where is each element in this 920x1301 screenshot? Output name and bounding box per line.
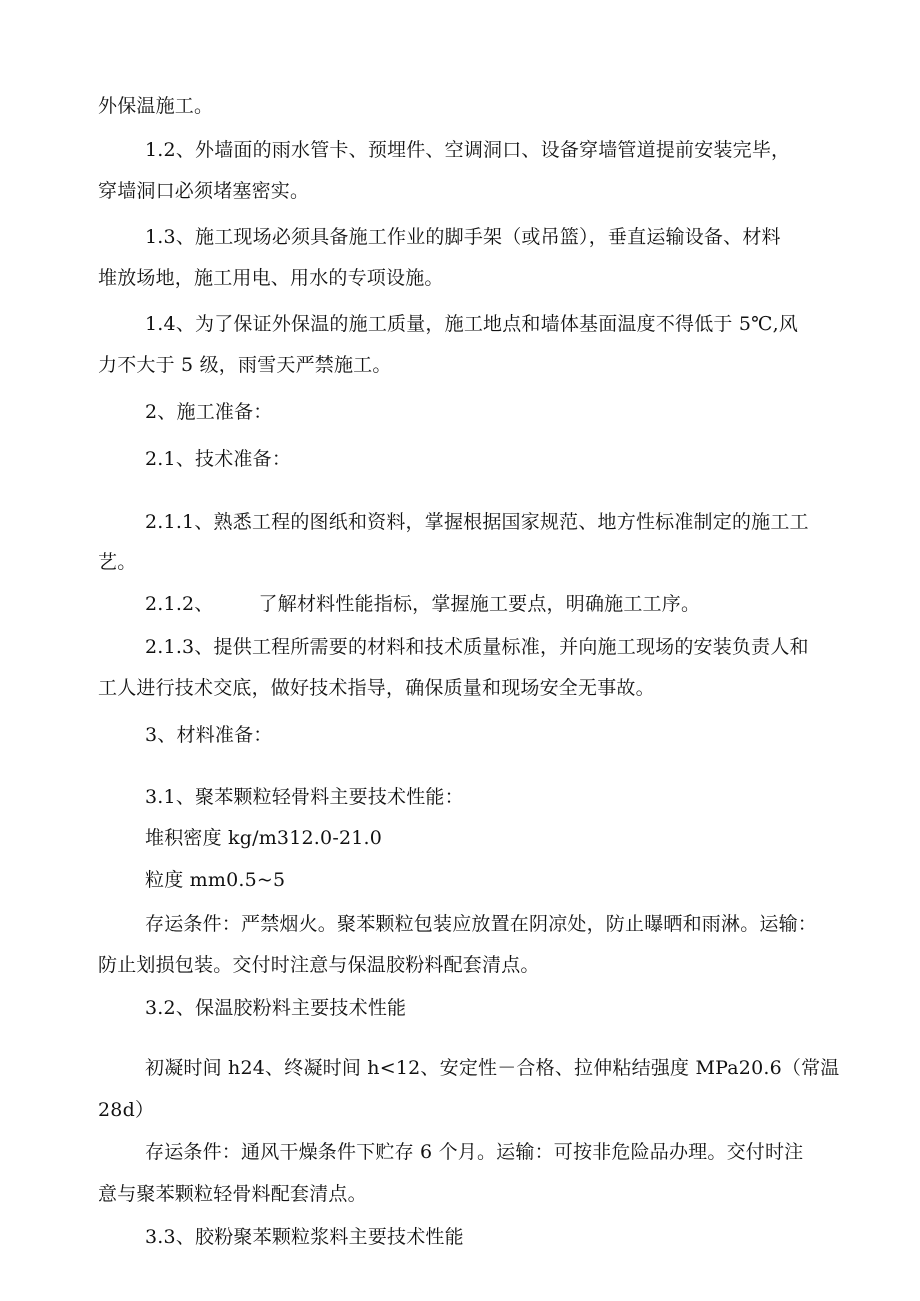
text-line: 工人进行技术交底，做好技术指导，确保质量和现场安全无事故。 [98,677,655,699]
text-line: 防止划损包装。交付时注意与保温胶粉料配套清点。 [98,954,540,976]
subsection-heading: 2.1、技术准备： [145,448,292,470]
text-line: 堆积密度 kg/m312.0-21.0 [145,827,383,849]
section-heading: 3、材料准备： [145,724,273,746]
text-line: 1.2、外墙面的雨水管卡、预埋件、空调洞口、设备穿墙管道提前安装完毕， [145,139,791,161]
text-line [145,592,700,616]
text-line: 存运条件：通风干燥条件下贮存 6 个月。运输：可按非危险品办理。交付时注 [145,1141,804,1163]
text-line: 2.1.3、提供工程所需要的材料和技术质量标准，并向施工现场的安装负责人和 [145,636,809,658]
text-line: 艺。 [98,551,137,573]
text-line: 堆放场地，施工用电、用水的专项设施。 [98,267,444,289]
text-line: 意与聚苯颗粒轻骨料配套清点。 [98,1183,367,1205]
subsection-heading: 3.3、胶粉聚苯颗粒浆料主要技术性能 [145,1226,464,1248]
text-line: 28d） [98,1099,155,1121]
text-line: 初凝时间 h24、终凝时间 h<12、安定性－合格、拉伸粘结强度 MPa20.6（常温 [145,1057,840,1079]
subsection-heading: 3.2、保温胶粉料主要技术性能 [145,997,407,1019]
text-line: 力不大于 5 级，雨雪天严禁施工。 [98,354,392,376]
text-line: 2.1.1、熟悉工程的图纸和资料，掌握根据国家规范、地方性标准制定的施工工 [145,511,809,533]
text-line: 1.3、施工现场必须具备施工作业的脚手架（或吊篮），垂直运输设备、材料 [145,226,781,248]
text-line: 粒度 mm0.5~5 [145,869,286,891]
item-number: 2.1.2、 [145,593,214,615]
section-heading: 2、施工准备： [145,401,273,423]
text-line: 穿墙洞口必须堵塞密实。 [98,180,310,202]
text-line: 1.4、为了保证外保温的施工质量，施工地点和墙体基面温度不得低于 5℃,风 [145,313,799,335]
text-line: 存运条件：严禁烟火。聚苯颗粒包装应放置在阴凉处，防止曝晒和雨淋。运输： [145,913,818,935]
item-text: 了解材料性能指标，掌握施工要点，明确施工工序。 [258,593,701,615]
subsection-heading: 3.1、聚苯颗粒轻骨料主要技术性能： [145,786,464,808]
text-line: 外保温施工。 [98,95,214,117]
